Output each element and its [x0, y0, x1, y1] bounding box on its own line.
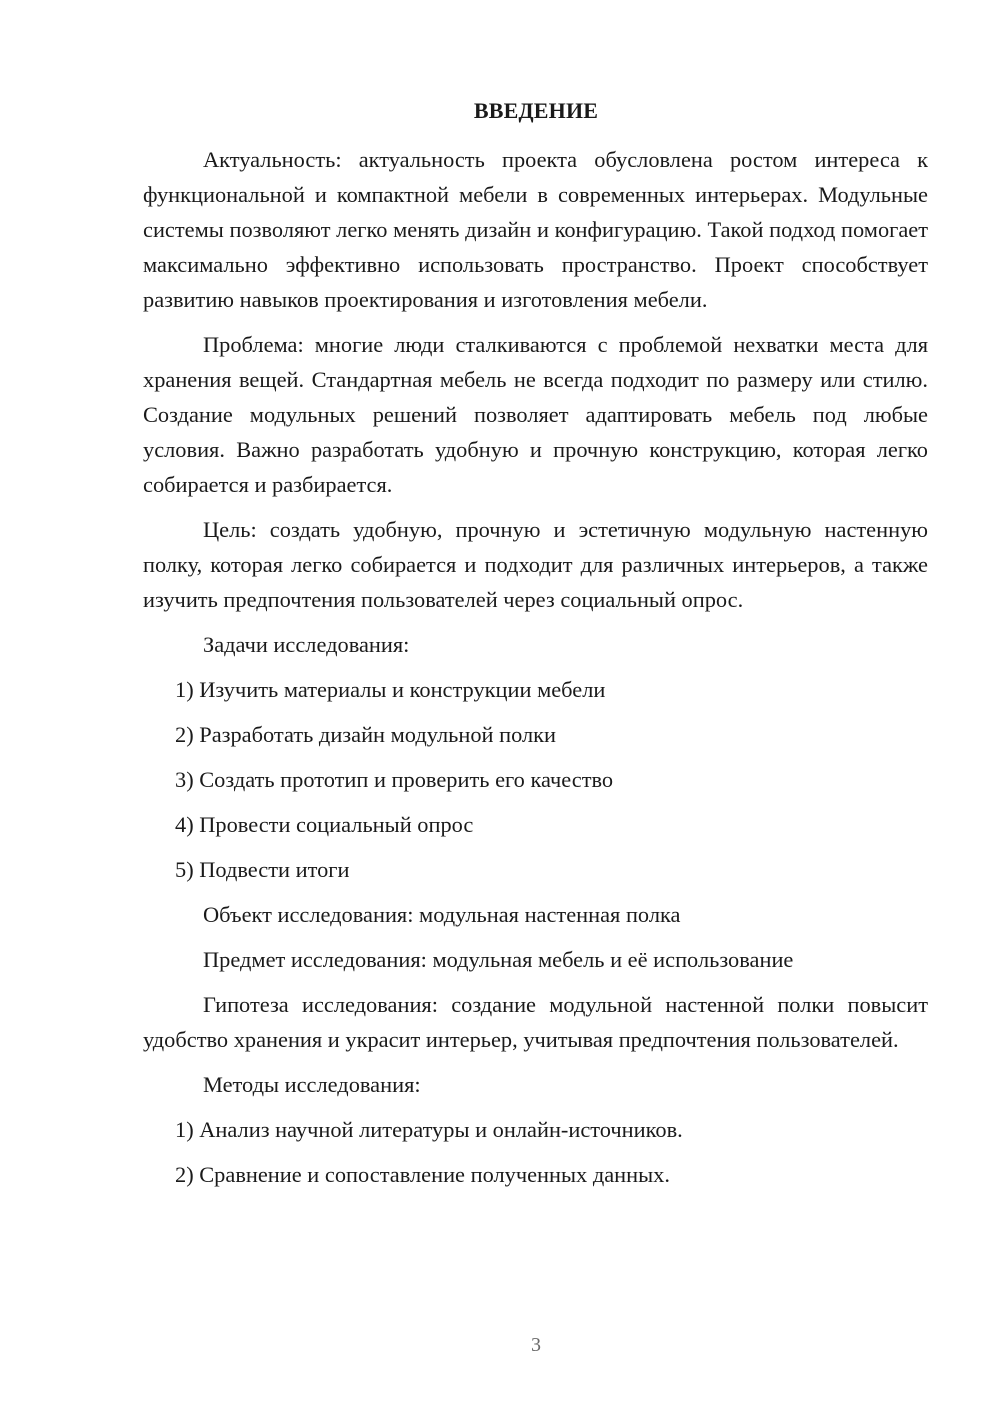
- problem-paragraph: Проблема: многие люди сталкиваются с проблемой нехватки места для хранения вещей. Стандартная мебель не всегда подходит по размеру или стилю. Создание модульных решений позволяет адаптировать мебель под любые условия. Важно разработать удобную и прочную конструкцию, которая легко собирается и разбирается.: [143, 332, 928, 497]
- relevance-paragraph: Актуальность: актуальность проекта обусловлена ростом интереса к функциональной и компактной мебели в современных интерьерах. Модульные системы позволяют легко менять дизайн и конфигурацию. Такой подход помогает максимально эффективно использовать пространство. Проект способствует развитию навыков проектирования и изготовления мебели.: [143, 147, 928, 312]
- task-item-5: 5) Подвести итоги: [175, 857, 350, 882]
- research-subject: Предмет исследования: модульная мебель и её использование: [203, 947, 794, 972]
- page-title: ВВЕДЕНИЕ: [473, 98, 599, 123]
- page-number: 3: [531, 1334, 541, 1356]
- task-item-1: 1) Изучить материалы и конструкции мебели: [175, 677, 606, 702]
- research-object: Объект исследования: модульная настенная полка: [203, 902, 681, 927]
- hypothesis-paragraph: Гипотеза исследования: создание модульной настенной полки повысит удобство хранения и украсит интерьер, учитывая предпочтения пользователей.: [143, 992, 928, 1052]
- task-item-3: 3) Создать прототип и проверить его качество: [175, 767, 614, 792]
- method-item-2: 2) Сравнение и сопоставление полученных данных.: [175, 1162, 670, 1187]
- goal-paragraph: Цель: создать удобную, прочную и эстетичную модульную настенную полку, которая легко собирается и подходит для различных интерьеров, а также изучить предпочтения пользователей через социальный опрос.: [143, 517, 928, 612]
- task-item-2: 2) Разработать дизайн модульной полки: [175, 722, 557, 747]
- task-item-4: 4) Провести социальный опрос: [175, 812, 474, 837]
- method-item-1: 1) Анализ научной литературы и онлайн-источников.: [175, 1117, 683, 1142]
- document-body: [143, 142, 928, 1202]
- methods-title: Методы исследования:: [203, 1072, 421, 1097]
- tasks-title: Задачи исследования:: [203, 632, 410, 657]
